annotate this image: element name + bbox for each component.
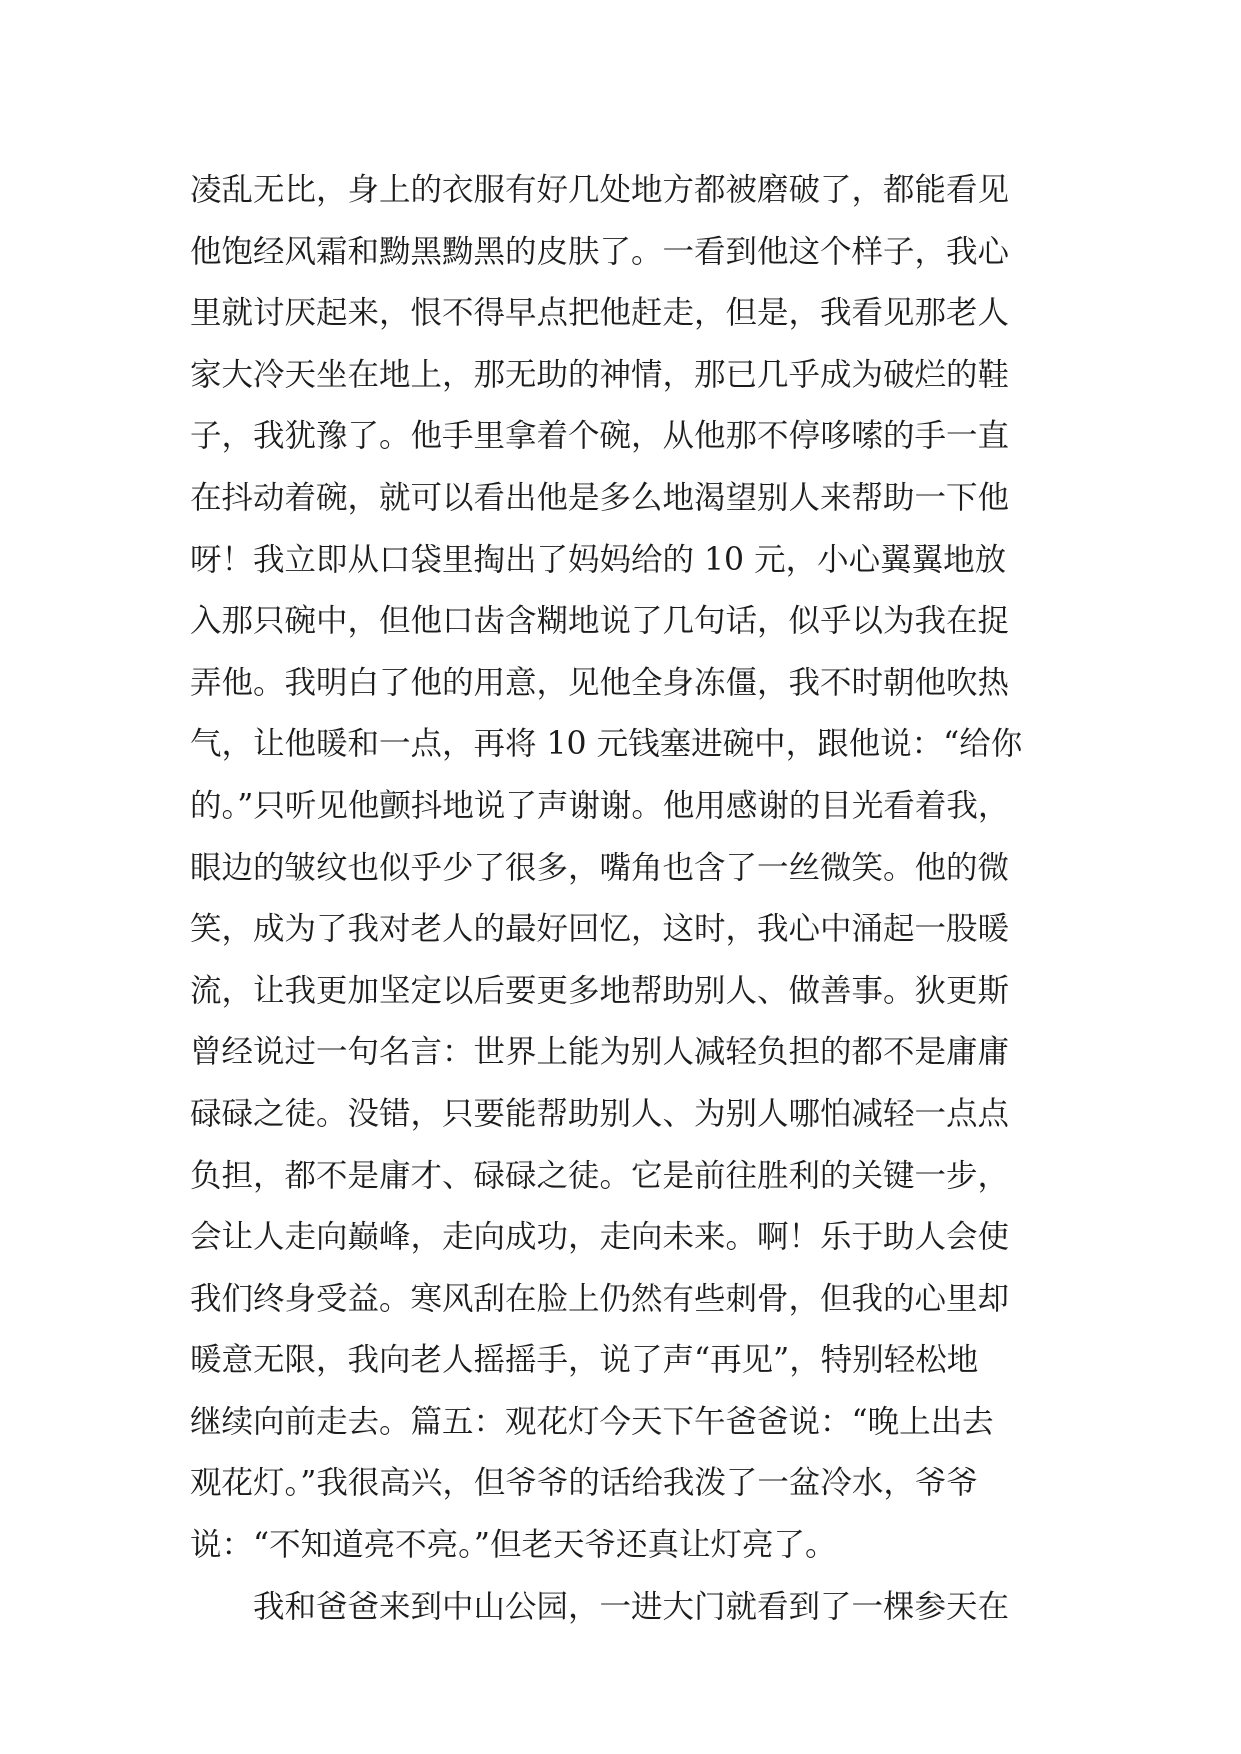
text-line: 入那只碗中，但他口齿含糊地说了几句话，似乎以为我在捉 (190, 603, 1010, 640)
text-line: 他饱经风霜和黝黑黝黑的皮肤了。一看到他这个样子，我心 (190, 233, 1010, 270)
text-line: 家大冷天坐在地上，那无助的神情，那已几乎成为破烂的鞋 (190, 356, 1010, 393)
body-text (190, 160, 1070, 1638)
text-line: 曾经说过一句名言：世界上能为别人减轻负担的都不是庸庸 (190, 1034, 1010, 1071)
text-line: 弄他。我明白了他的用意，见他全身冻僵，我不时朝他吹热 (190, 664, 1010, 701)
text-line: 呀！我立即从口袋里掏出了妈妈给的 10 元，小心翼翼地放 (190, 541, 1007, 578)
text-line: 气，让他暖和一点，再将 10 元钱塞进碗中，跟他说：“给你 (190, 726, 1023, 763)
text-line: 凌乱无比，身上的衣服有好几处地方都被磨破了，都能看见 (190, 172, 1010, 208)
text-line: 观花灯。”我很高兴，但爷爷的话给我泼了一盆冷水，爷爷 (190, 1465, 978, 1502)
text-line: 说：“不知道亮不亮。”但老天爷还真让灯亮了。 (190, 1527, 837, 1564)
text-line: 笑，成为了我对老人的最好回忆，这时，我心中涌起一股暖 (190, 911, 1010, 948)
text-line: 会让人走向巅峰，走向成功，走向未来。啊！乐于助人会使 (190, 1219, 1010, 1256)
text-line: 里就讨厌起来，恨不得早点把他赶走，但是，我看见那老人 (190, 295, 1010, 332)
text-line: 在抖动着碗，就可以看出他是多么地渴望别人来帮助一下他 (190, 479, 1010, 516)
paragraph-start-line: 我和爸爸来到中山公园，一进大门就看到了一棵参天在 (253, 1588, 1010, 1625)
text-line: 眼边的皱纹也似乎少了很多，嘴角也含了一丝微笑。他的微 (190, 849, 1010, 886)
text-line: 暖意无限，我向老人摇摇手，说了声“再见”，特别轻松地 (190, 1342, 979, 1379)
text-line: 继续向前走去。篇五：观花灯今天下午爸爸说：“晚上出去 (190, 1403, 994, 1440)
text-line: 我们终身受益。寒风刮在脸上仍然有些刺骨，但我的心里却 (190, 1280, 1010, 1317)
text-line: 负担，都不是庸才、碌碌之徒。它是前往胜利的关键一步， (190, 1157, 1010, 1194)
text-line: 碌碌之徒。没错，只要能帮助别人、为别人哪怕减轻一点点 (190, 1095, 1010, 1132)
text-line: 流，让我更加坚定以后要更多地帮助别人、做善事。狄更斯 (190, 972, 1010, 1009)
text-line: 的。”只听见他颤抖地说了声谢谢。他用感谢的目光看着我， (190, 787, 1010, 824)
text-line: 子，我犹豫了。他手里拿着个碗，从他那不停哆嗦的手一直 (190, 418, 1010, 455)
